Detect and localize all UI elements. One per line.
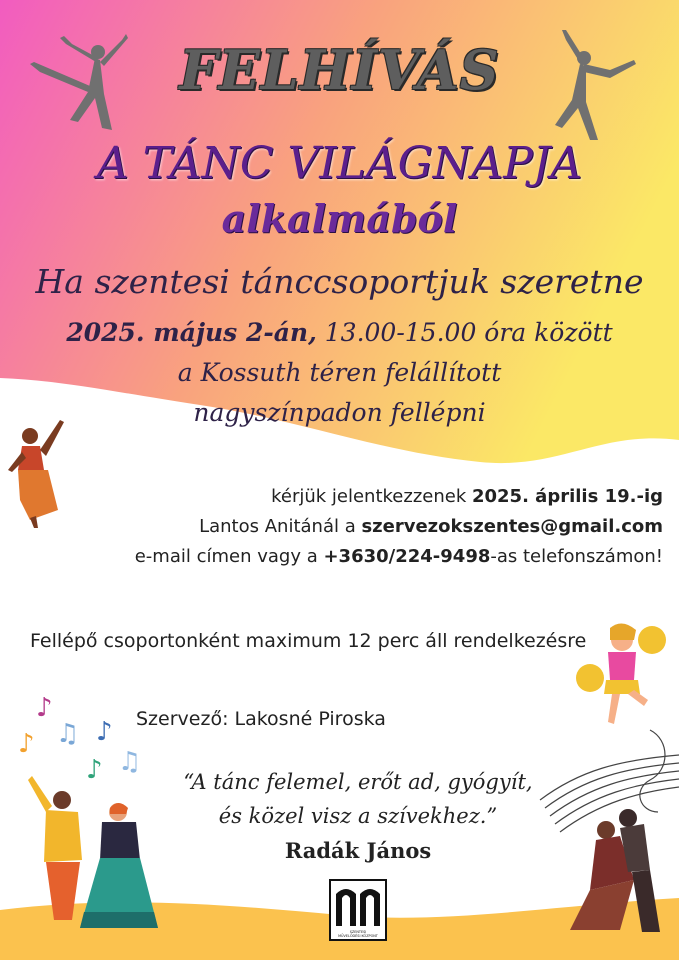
indian-dancer-illustration [8,420,64,528]
contact-line-3 [0,546,663,567]
event-date: 2025. május 2-án, [66,318,317,347]
svg-text:♪: ♪ [86,755,103,785]
music-staff-decoration [540,730,679,832]
svg-text:♫: ♫ [118,747,142,777]
intro-line-4: nagyszínpadon fellépni [193,398,486,427]
quote-author: Radák János [284,838,432,863]
event-occasion: alkalmából [221,196,458,241]
cultural-center-logo [328,878,388,942]
contact-text: kérjük jelentkezzenek [271,486,472,507]
event-time: 13.00-15.00 óra között [316,318,613,347]
intro-date-line [0,318,679,347]
svg-text:SZENTESI: SZENTESI [349,930,367,934]
email-link[interactable]: szervezokszentes@gmail.com [361,516,663,537]
contact-text: Lantos Anitánál a [199,516,362,537]
deadline: 2025. április 19.-ig [471,486,663,507]
contact-line-1 [0,486,663,507]
music-notes-decoration [18,693,141,785]
phone-number[interactable]: +3630/224-9498 [323,546,491,567]
duration-info: Fellépő csoportonként maximum 12 perc áll rendelkezésre [30,630,587,652]
svg-text:MŰVELŐDÉSI KÖZPONT: MŰVELŐDÉSI KÖZPONT [338,934,378,938]
svg-text:♫: ♫ [56,719,80,749]
svg-text:♪: ♪ [96,717,113,747]
contact-text: e-mail címen vagy a [134,546,324,567]
event-name: A TÁNC VILÁGNAPJA [96,138,583,189]
poster-title: FELHÍVÁS [179,38,500,102]
quote-line-2: és közel visz a szívekhez.” [218,804,498,828]
svg-text:♪: ♪ [36,693,53,723]
quote-line-1: “A tánc felemel, erőt ad, gyógyít, [183,770,533,794]
contact-text: -as telefonszámon! [490,546,663,567]
contact-line-2 [0,516,663,537]
intro-line-1: Ha szentesi tánccsoportjuk szeretne [35,262,644,301]
intro-line-3: a Kossuth téren felállított [177,358,502,387]
organizer-info: Szervező: Lakosné Piroska [136,708,386,730]
svg-text:♪: ♪ [18,729,35,759]
dancing-couple-illustration [28,776,158,928]
tango-couple-illustration [570,809,660,932]
